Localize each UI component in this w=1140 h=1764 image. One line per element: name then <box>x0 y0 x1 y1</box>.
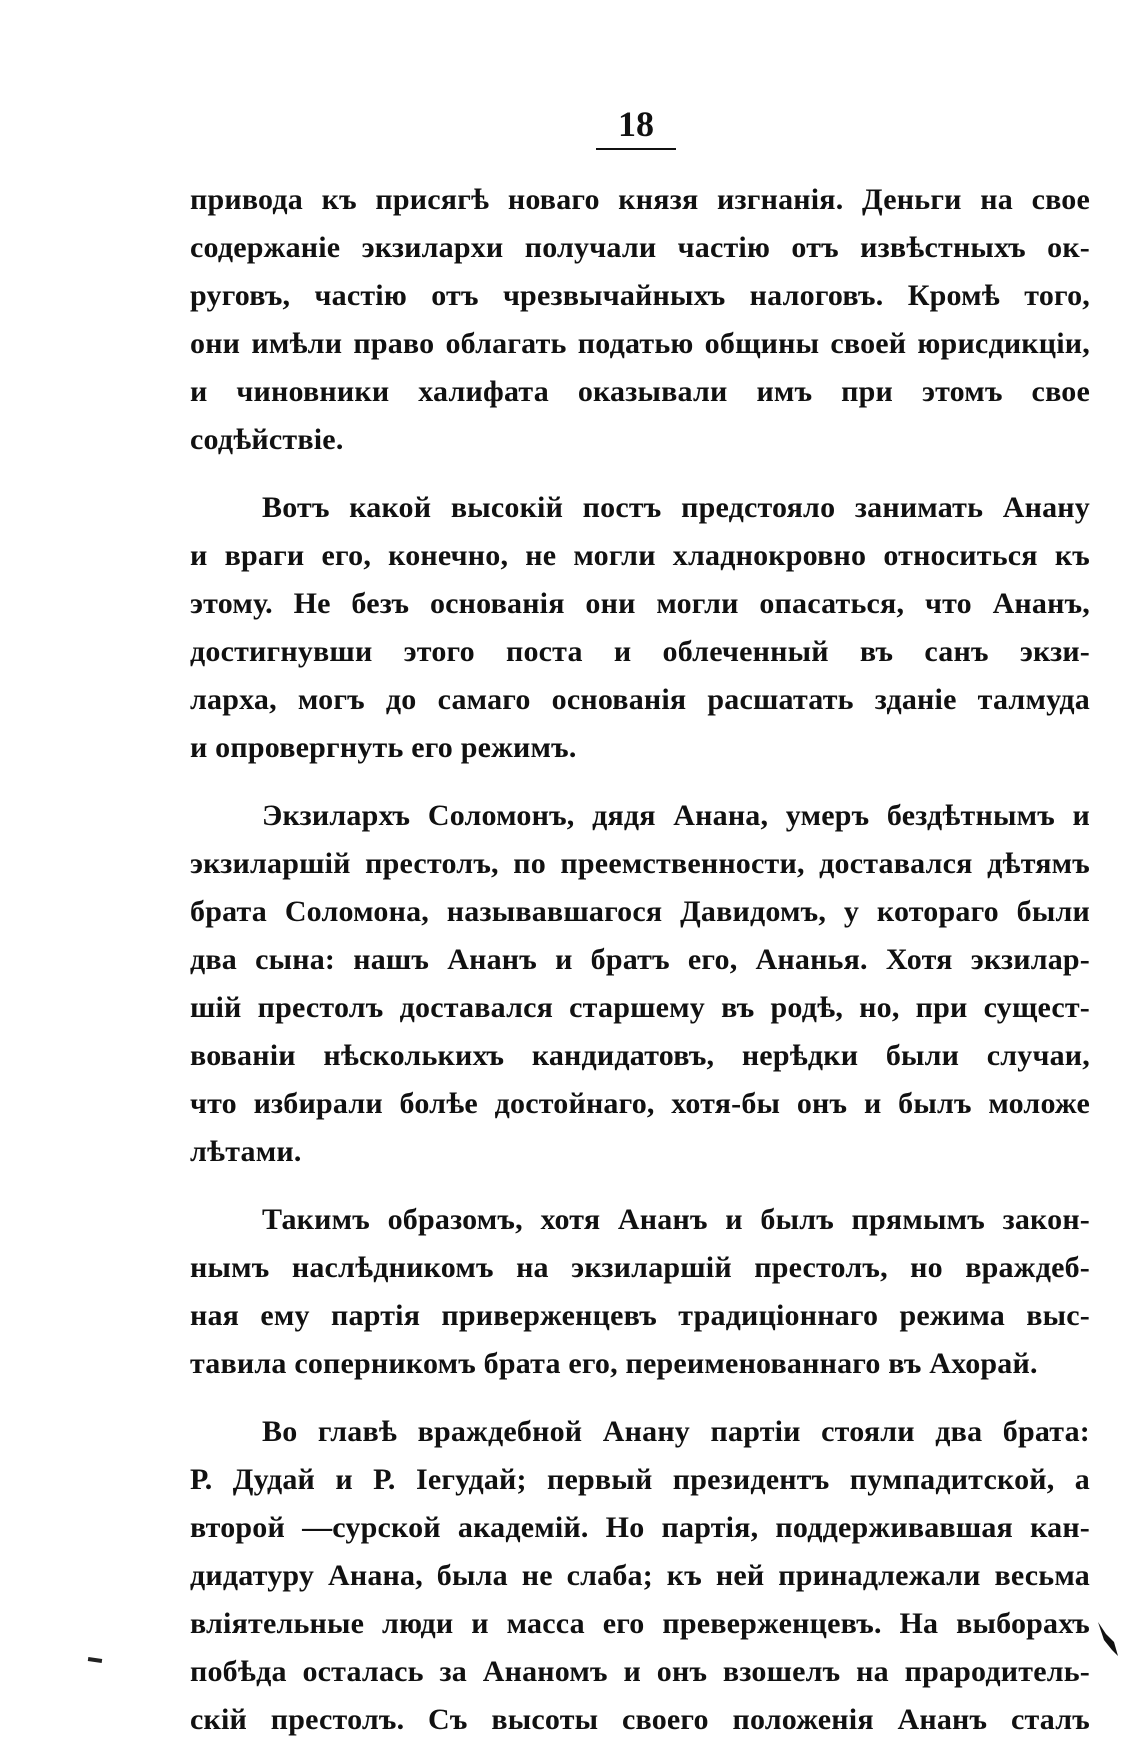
text-line: нымъ наслѣдникомъ на экзиларшій престолъ, но враждеб- <box>190 1251 1090 1284</box>
body-text <box>190 176 1090 1764</box>
paragraph-1 <box>190 176 1090 464</box>
text-line: этому. Не безъ основанія они могли опасаться, что Ананъ, <box>190 587 1090 620</box>
text-line: Вотъ какой высокій постъ предстояло занимать Анану <box>262 491 1090 524</box>
text-line: вліятельные люди и масса его преверженцевъ. На выборахъ <box>190 1607 1090 1640</box>
paragraph-4 <box>190 1196 1090 1388</box>
text-line: Во главѣ враждебной Анану партіи стояли два брата: <box>262 1415 1090 1448</box>
text-line: Такимъ образомъ, хотя Ананъ и былъ прямымъ закон- <box>262 1203 1090 1236</box>
text-line: привода къ присягѣ новаго князя изгнанія. Деньги на свое <box>190 183 1090 216</box>
text-line: и враги его, конечно, не могли хладнокровно относиться къ <box>190 539 1090 572</box>
text-line: шій престолъ доставался старшему въ родѣ, но, при сущест- <box>190 991 1090 1024</box>
text-line: тавила соперникомъ брата его, переименованнаго въ Ахорай. <box>190 1347 1038 1380</box>
paragraph-5 <box>190 1408 1090 1744</box>
text-line: лѣтами. <box>190 1135 302 1168</box>
text-line: побѣда осталась за Ананомъ и онъ взошелъ на прародитель- <box>190 1655 1090 1688</box>
text-line: содержаніе экзилархи получали частію отъ извѣстныхъ ок- <box>190 231 1090 264</box>
scan-blot <box>1096 1620 1120 1658</box>
text-line: вованіи нѣсколькихъ кандидатовъ, нерѣдки были случаи, <box>190 1039 1090 1072</box>
text-line: что избирали болѣе достойнаго, хотя-бы онъ и былъ моложе <box>190 1087 1090 1120</box>
text-line: дидатуру Анана, была не слаба; къ ней принадлежали весьма <box>190 1559 1090 1592</box>
text-line: они имѣли право облагать податью общины своей юрисдикціи, <box>190 327 1090 360</box>
text-line: ная ему партія приверженцевъ традиціоннаго режима выс- <box>190 1299 1090 1332</box>
paragraph-3 <box>190 792 1090 1176</box>
text-line: руговъ, частію отъ чрезвычайныхъ налоговъ. Кромѣ того, <box>190 279 1090 312</box>
scan-speck <box>88 1657 102 1663</box>
text-line: Экзилархъ Соломонъ, дядя Анана, умеръ бездѣтнымъ и <box>262 799 1090 832</box>
text-line: достигнувши этого поста и облеченный въ санъ экзи- <box>190 635 1090 668</box>
text-line: брата Соломона, называвшагося Давидомъ, у котораго были <box>190 895 1090 928</box>
text-line: экзиларшій престолъ, по преемственности, доставался дѣтямъ <box>190 847 1090 880</box>
text-line: скій престолъ. Съ высоты своего положенія Ананъ сталъ <box>190 1703 1090 1736</box>
text-line: Р. Дудай и Р. Іегудай; первый президентъ пумпадитской, а <box>190 1463 1090 1496</box>
text-line: два сына: нашъ Ананъ и братъ его, Ананья. Хотя экзилар- <box>190 943 1090 976</box>
page-number-underline <box>596 148 676 150</box>
text-line: и опровергнуть его режимъ. <box>190 731 577 764</box>
paragraph-2 <box>190 484 1090 772</box>
text-line: ларха, могъ до самаго основанія расшатать зданіе талмуда <box>190 683 1090 716</box>
text-line: и чиновники халифата оказывали имъ при этомъ свое <box>190 375 1090 408</box>
text-line: содѣйствіе. <box>190 423 344 456</box>
page-number: 18 <box>618 104 654 144</box>
text-line: второй —сурской академій. Но партія, поддерживавшая кан- <box>190 1511 1090 1544</box>
